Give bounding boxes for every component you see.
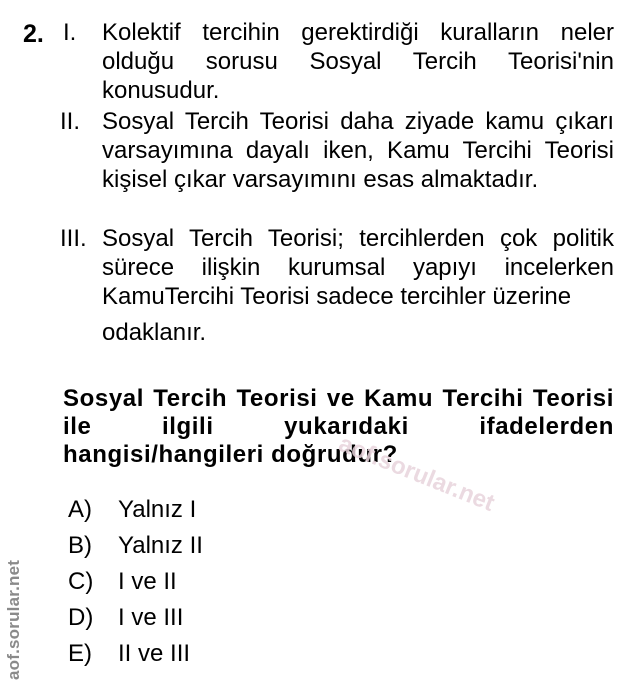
option-letter: A) bbox=[68, 496, 92, 523]
option-letter: B) bbox=[68, 532, 92, 559]
option-text: Yalnız II bbox=[118, 532, 203, 559]
statement-text: Kolektif tercihin gerektirdiği kuralların neler olduğu sorusu Sosyal Tercih Teorisi'nin konusudur. bbox=[102, 19, 614, 104]
question-number: 2. bbox=[23, 20, 44, 48]
option-text: I ve III bbox=[118, 604, 184, 631]
watermark-diagonal: aof.sorular.net bbox=[334, 430, 499, 517]
statement-text-body: Sosyal Tercih Teorisi; tercihlerden çok politik sürece ilişkin kurumsal yapıyı incelerken KamuTercihi Teorisi sadece tercihler üzerine bbox=[102, 225, 614, 310]
option-letter: E) bbox=[68, 640, 92, 667]
option-text: I ve II bbox=[118, 568, 177, 595]
statement-2 bbox=[60, 107, 614, 194]
option-letter: D) bbox=[68, 604, 94, 631]
statement-text-last-line: odaklanır. bbox=[102, 319, 207, 346]
statement-text bbox=[102, 224, 614, 347]
question-stem: Sosyal Tercih Teorisi ve Kamu Tercihi Teorisi ile ilgili yukarıdaki ifadelerden hangisi/hangileri doğrudur? bbox=[63, 385, 614, 468]
option-text: Yalnız I bbox=[118, 496, 197, 523]
statement-text: Sosyal Tercih Teorisi daha ziyade kamu çıkarı varsayımına dayalı iken, Kamu Tercihi Teorisi kişisel çıkar varsayımını esas almaktadır. bbox=[102, 108, 614, 193]
option-letter: C) bbox=[68, 568, 94, 595]
statement-3 bbox=[60, 224, 614, 347]
option-text: II ve III bbox=[118, 640, 191, 667]
statement-1 bbox=[63, 18, 617, 105]
statement-roman-numeral: I. bbox=[63, 19, 77, 46]
statement-roman-numeral: III. bbox=[60, 225, 87, 252]
watermark-side: aof.sorular.net bbox=[4, 559, 23, 680]
statement-roman-numeral: II. bbox=[60, 108, 81, 135]
